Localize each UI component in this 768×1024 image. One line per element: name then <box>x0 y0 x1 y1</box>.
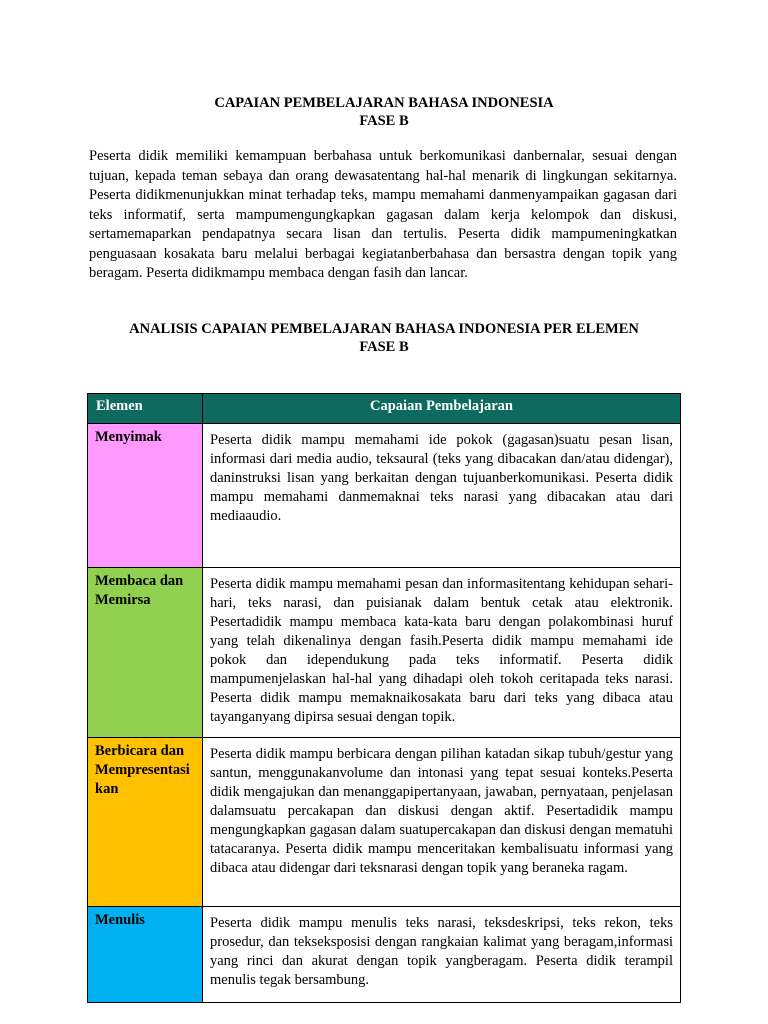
header-elemen: Elemen <box>88 394 203 424</box>
title-line-1: CAPAIAN PEMBELAJARAN BAHASA INDONESIA <box>214 95 554 111</box>
title-line-2: FASE B <box>359 113 409 129</box>
elemen-cell: Membaca dan Memirsa <box>88 568 203 738</box>
table-row <box>88 424 681 568</box>
header-capaian: Capaian Pembelajaran <box>203 394 681 424</box>
elemen-cell: Menyimak <box>88 424 203 568</box>
document-title <box>88 94 680 130</box>
section-title-line-2: FASE B <box>359 339 409 355</box>
section-title-line-1: ANALISIS CAPAIAN PEMBELAJARAN BAHASA INDONESIA PER ELEMEN <box>129 321 639 337</box>
capaian-cell: Peserta didik mampu menulis teks narasi, teksdeskripsi, teks rekon, teks prosedur, dan tekseksposisi dengan rangkaian kalimat yang beragam,informasi yang rinci dan akurat dengan topik yangberagam. Peserta didik terampil menulis tegak bersambung. <box>203 907 681 1003</box>
table-row <box>88 738 681 907</box>
capaian-table <box>87 393 681 1003</box>
capaian-cell: Peserta didik mampu memahami ide pokok (gagasan)suatu pesan lisan, informasi dari media audio, teksaural (teks yang dibacakan dan/atau didengar), daninstruksi lisan yang berkaitan dengan tujuanberkomunikasi. Peserta didik mampu memahami danmemaknai teks narasi yang dibacakan atau dari mediaaudio. <box>203 424 681 568</box>
section-title <box>88 320 680 356</box>
intro-paragraph: Peserta didik memiliki kemampuan berbahasa untuk berkomunikasi danbernalar, sesuai dengan tujuan, kepada teman sebaya dan orang dewasatentang hal-hal menarik di lingkungan sekitarnya. Peserta didikmenunjukkan minat terhadap teks, mampu memahami danmenyampaikan gagasan dari teks informatif, serta mampumengungkapkan gagasan dalam kerja kelompok dan diskusi, sertamemaparkan pendapatnya secara lisan dan tertulis. Peserta didik mampumeningkatkan penguasaan kosakata baru melalui berbagai kegiatanberbahasa dan bersastra dengan topik yang beragam. Peserta didikmampu membaca dengan fasih dan lancar. <box>89 148 677 281</box>
table-header-row <box>88 394 681 424</box>
elemen-cell: Menulis <box>88 907 203 1003</box>
capaian-cell: Peserta didik mampu berbicara dengan pilihan katadan sikap tubuh/gestur yang santun, menggunakanvolume dan intonasi yang tepat sesuai konteks.Peserta didik mengajukan dan menanggapipertanyaan, jawaban, pernyataan, penjelasan dalamsuatu percakapan dan diskusi dengan aktif. Pesertadidik mampu mengungkapkan gagasan dalam suatupercakapan dan diskusi dengan mematuhi tatacaranya. Peserta didik mampu menceritakan kembalisuatu informasi yang dibaca atau didengar dari teksnarasi dengan topik yang beraneka ragam. <box>203 738 681 907</box>
table-row <box>88 907 681 1003</box>
elemen-cell: Berbicara dan Mempresentasi kan <box>88 738 203 907</box>
table-row <box>88 568 681 738</box>
capaian-cell: Peserta didik mampu memahami pesan dan informasitentang kehidupan sehari-hari, teks narasi, dan puisianak dalam bentuk cetak atau elektronik. Pesertadidik mampu membaca kata-kata baru dengan polakombinasi huruf yang telah dikenalinya dengan fasih.Peserta didik mampu memahami ide pokok dan idependukung pada teks informatif. Peserta didik mampumenjelaskan hal-hal yang dihadapi oleh tokoh ceritapada teks narasi. Peserta didik mampu memaknaikosakata baru dari teks yang dibaca atau tayanganyang dipirsa sesuai dengan topik. <box>203 568 681 738</box>
